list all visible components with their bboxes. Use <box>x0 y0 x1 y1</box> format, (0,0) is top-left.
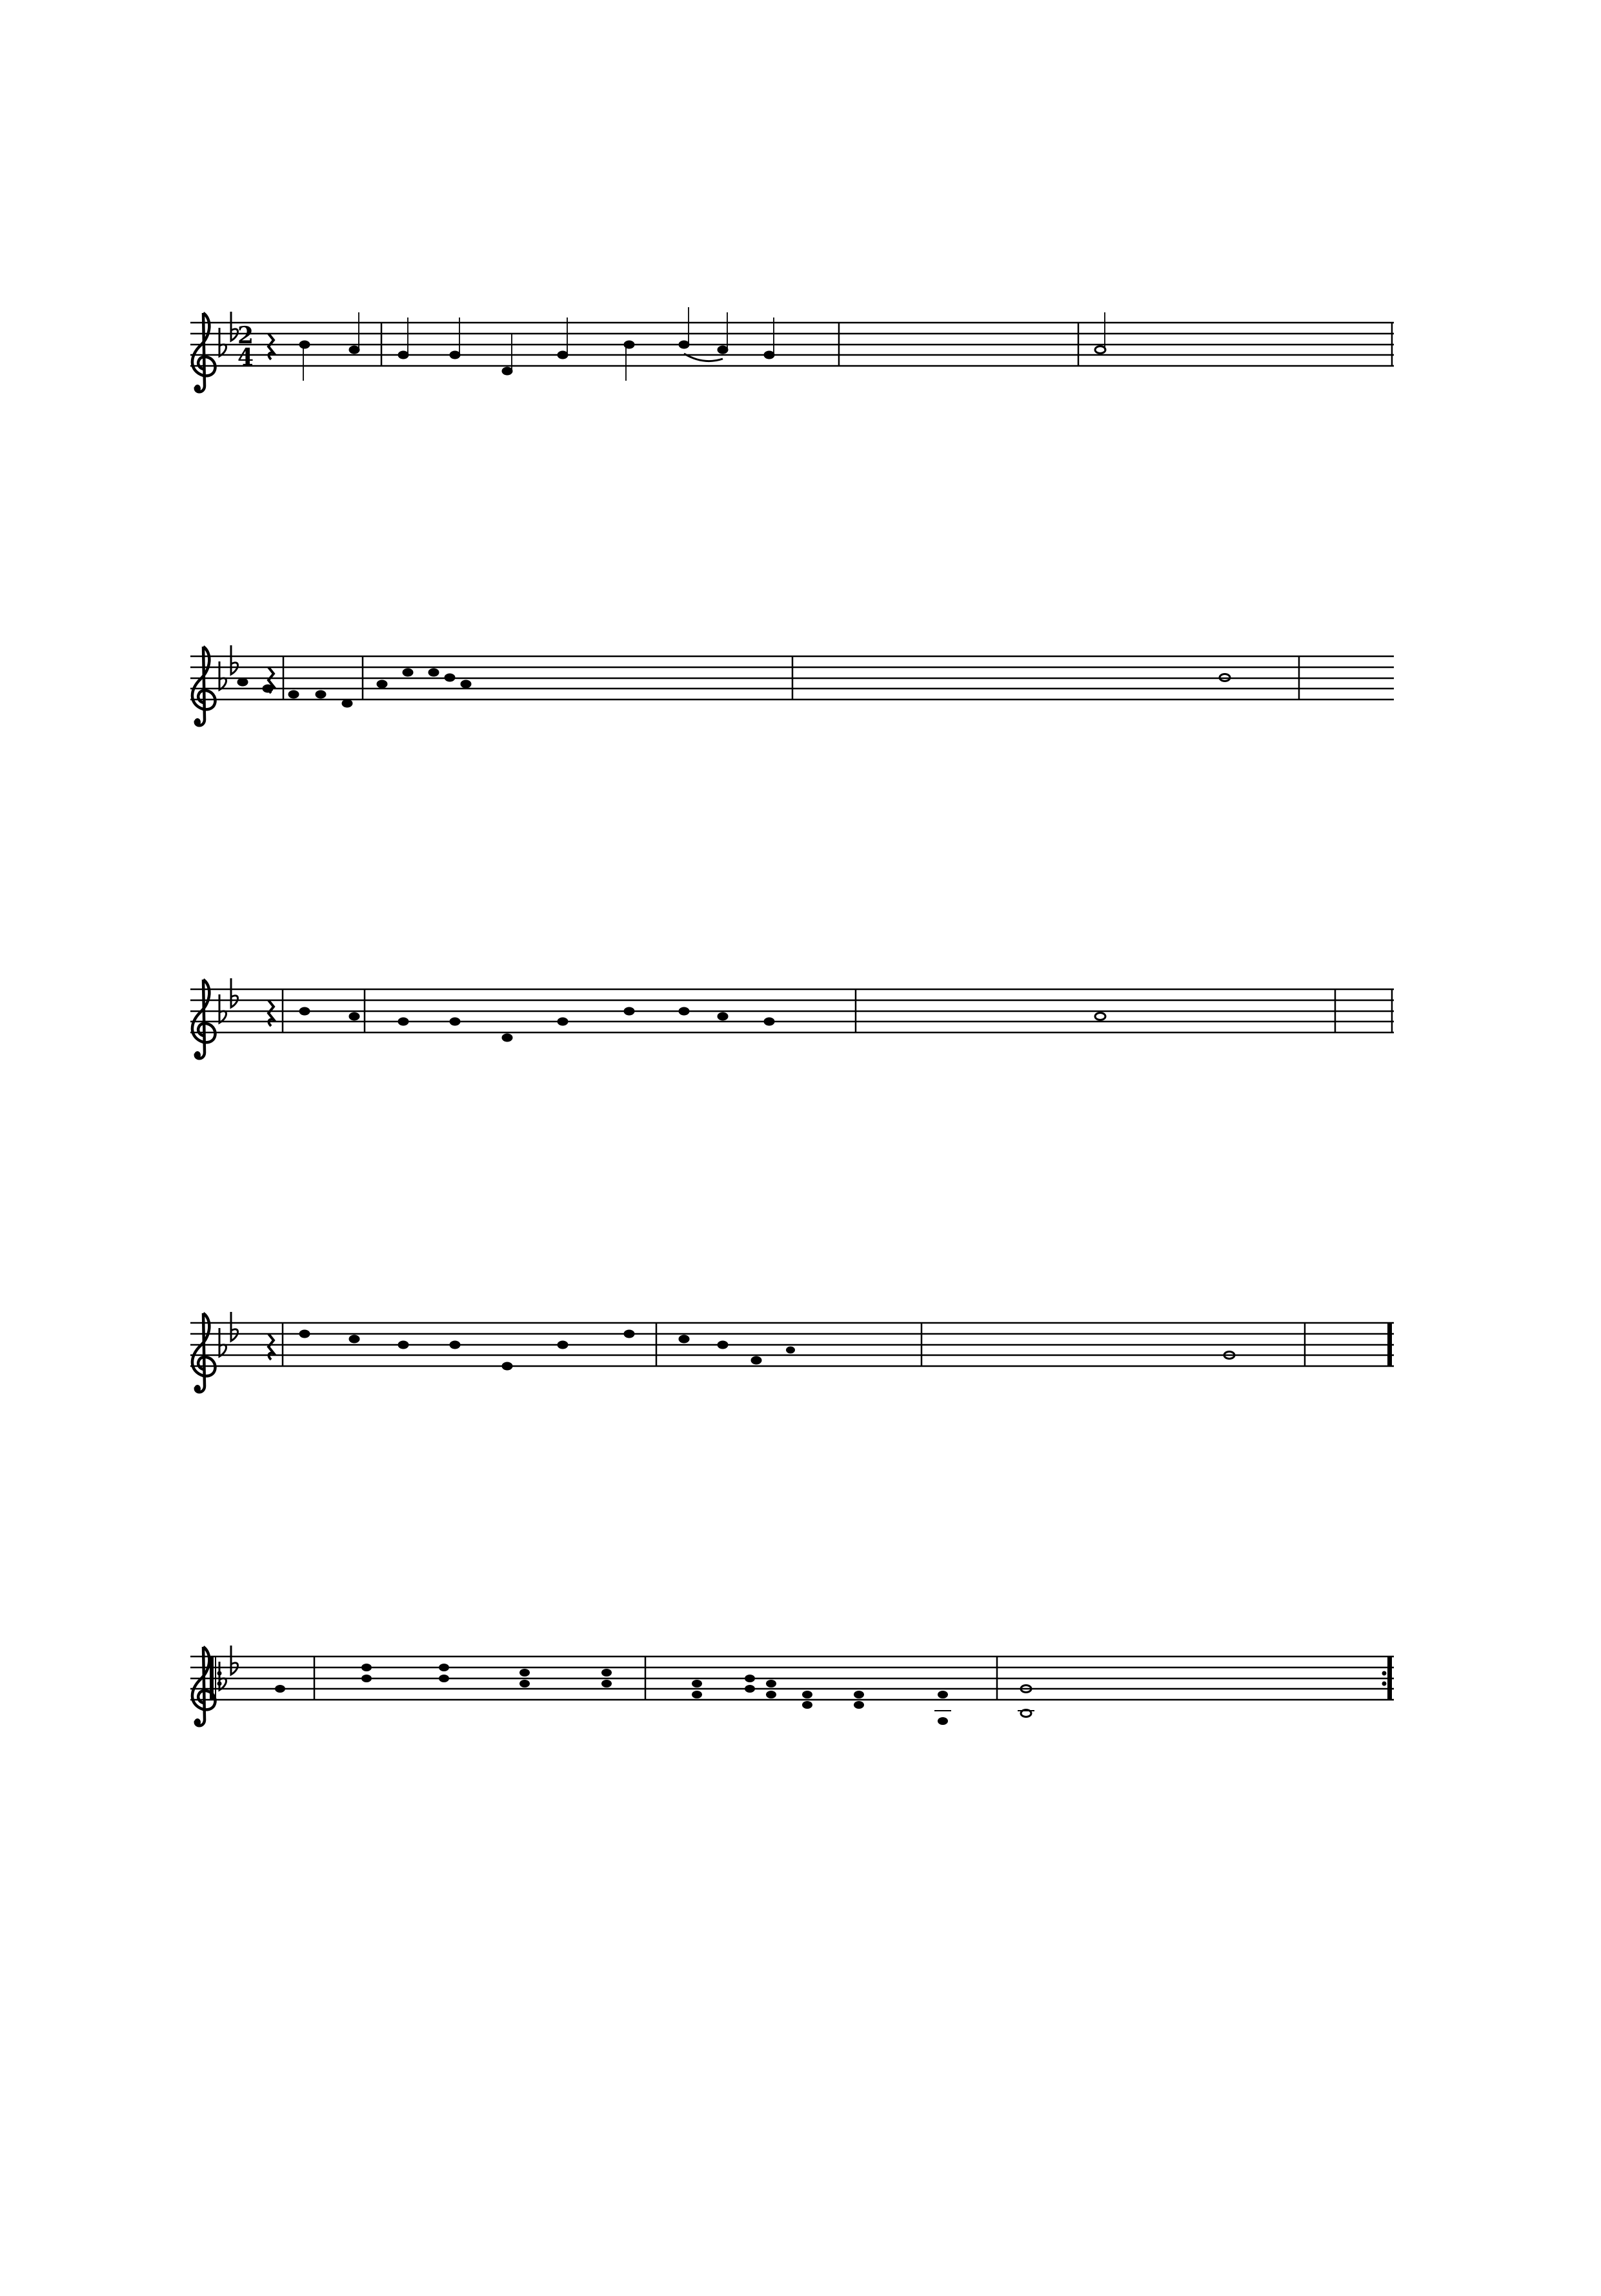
svg-text:4: 4 <box>237 344 254 371</box>
svg-text:2: 2 <box>237 322 254 349</box>
staff-lines <box>190 323 1394 1700</box>
